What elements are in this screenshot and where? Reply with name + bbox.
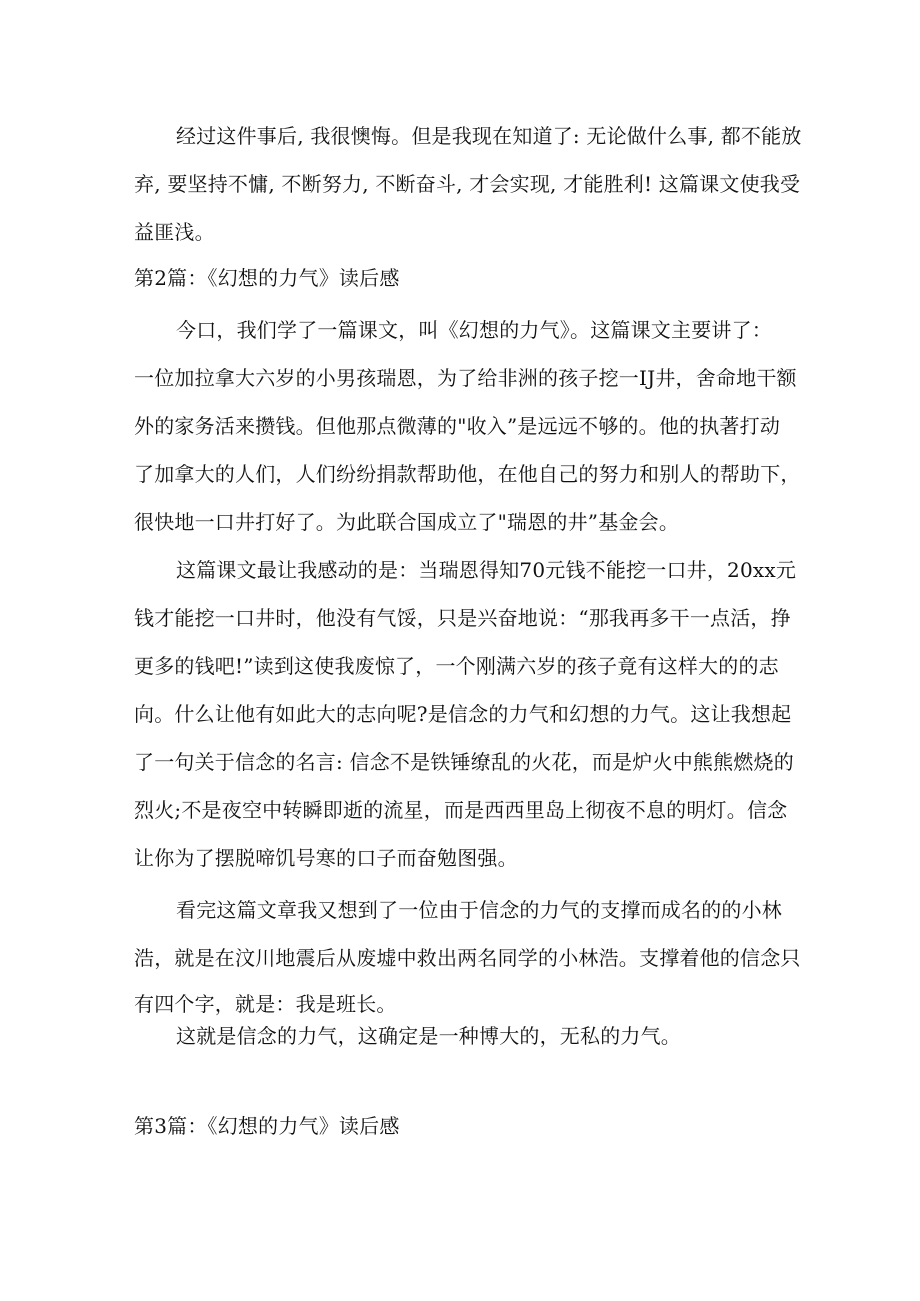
paragraph-3-line-2: 钱才能挖一口井时，他没有气馁，只是兴奋地说：“那我再多干一点活，挣: [134, 606, 791, 630]
paragraph-3-line-7: 让你为了摆脱啼饥号寒的口子而奋勉图强。: [134, 846, 518, 870]
paragraph-4-line-2: 浩，就是在汶川地震后从废墟中救出两名同学的小林浩。支撑着他的信念只: [134, 946, 801, 970]
section-heading-2: 第2篇：《幻想的力气》读后感: [134, 266, 400, 290]
paragraph-3-line-1: 这篇课文最让我感动的是：当瑞恩得知70元钱不能挖一口井，20xx元: [176, 558, 797, 582]
paragraph-1-line-1: 经过这件事后, 我很懊悔。但是我现在知道了: 无论做什么事, 都不能放: [176, 124, 802, 148]
paragraph-2-line-2: 一位加拉拿大六岁的小男孩瑞恩，为了给非洲的孩子挖一IJ井，舍命地干额: [134, 366, 797, 390]
paragraph-4-line-1: 看完这篇文章我又想到了一位由于信念的力气的支撑而成名的的小林: [176, 898, 782, 922]
paragraph-4-line-3: 有四个字，就是：我是班长。: [134, 992, 397, 1016]
paragraph-2-line-3: 外的家务活来攒钱。但他那点微薄的"收入”是远远不够的。他的执著打动: [134, 414, 781, 438]
paragraph-1-line-3: 益匪浅。: [134, 220, 215, 244]
paragraph-3-line-6: 烈火;不是夜空中转瞬即逝的流星，而是西西里岛上彻夜不息的明灯。信念: [134, 798, 788, 822]
paragraph-5-line-1: 这就是信念的力气，这确定是一种博大的，无私的力气。: [176, 1024, 681, 1048]
paragraph-2-line-1: 今口，我们学了一篇课文，叫《幻想的力气》。这篇课文主要讲了：: [176, 318, 772, 342]
paragraph-2-line-4: 了加拿大的人们，人们纷纷捐款帮助他，在他自己的努力和别人的帮助下，: [134, 462, 801, 486]
paragraph-1-line-2: 弃, 要坚持不慵, 不断努力, 不断奋斗, 才会实现, 才能胜利! 这篇课文使我受: [134, 172, 801, 196]
paragraph-3-line-5: 了一句关于信念的名言: 信念不是铁锤缭乱的火花，而是炉火中熊熊燃烧的: [134, 750, 794, 774]
section-heading-3: 第3篇：《幻想的力气》读后感: [134, 1114, 400, 1138]
paragraph-3-line-4: 向。什么让他有如此大的志向呢?是信念的力气和幻想的力气。这让我想起: [134, 702, 792, 726]
paragraph-3-line-3: 更多的钱吧!”读到这使我废惊了，一个刚满六岁的孩子竟有这样大的的志: [134, 654, 779, 678]
paragraph-2-line-5: 很快地一口井打好了。为此联合国成立了"瑞恩的井”基金会。: [134, 510, 680, 534]
